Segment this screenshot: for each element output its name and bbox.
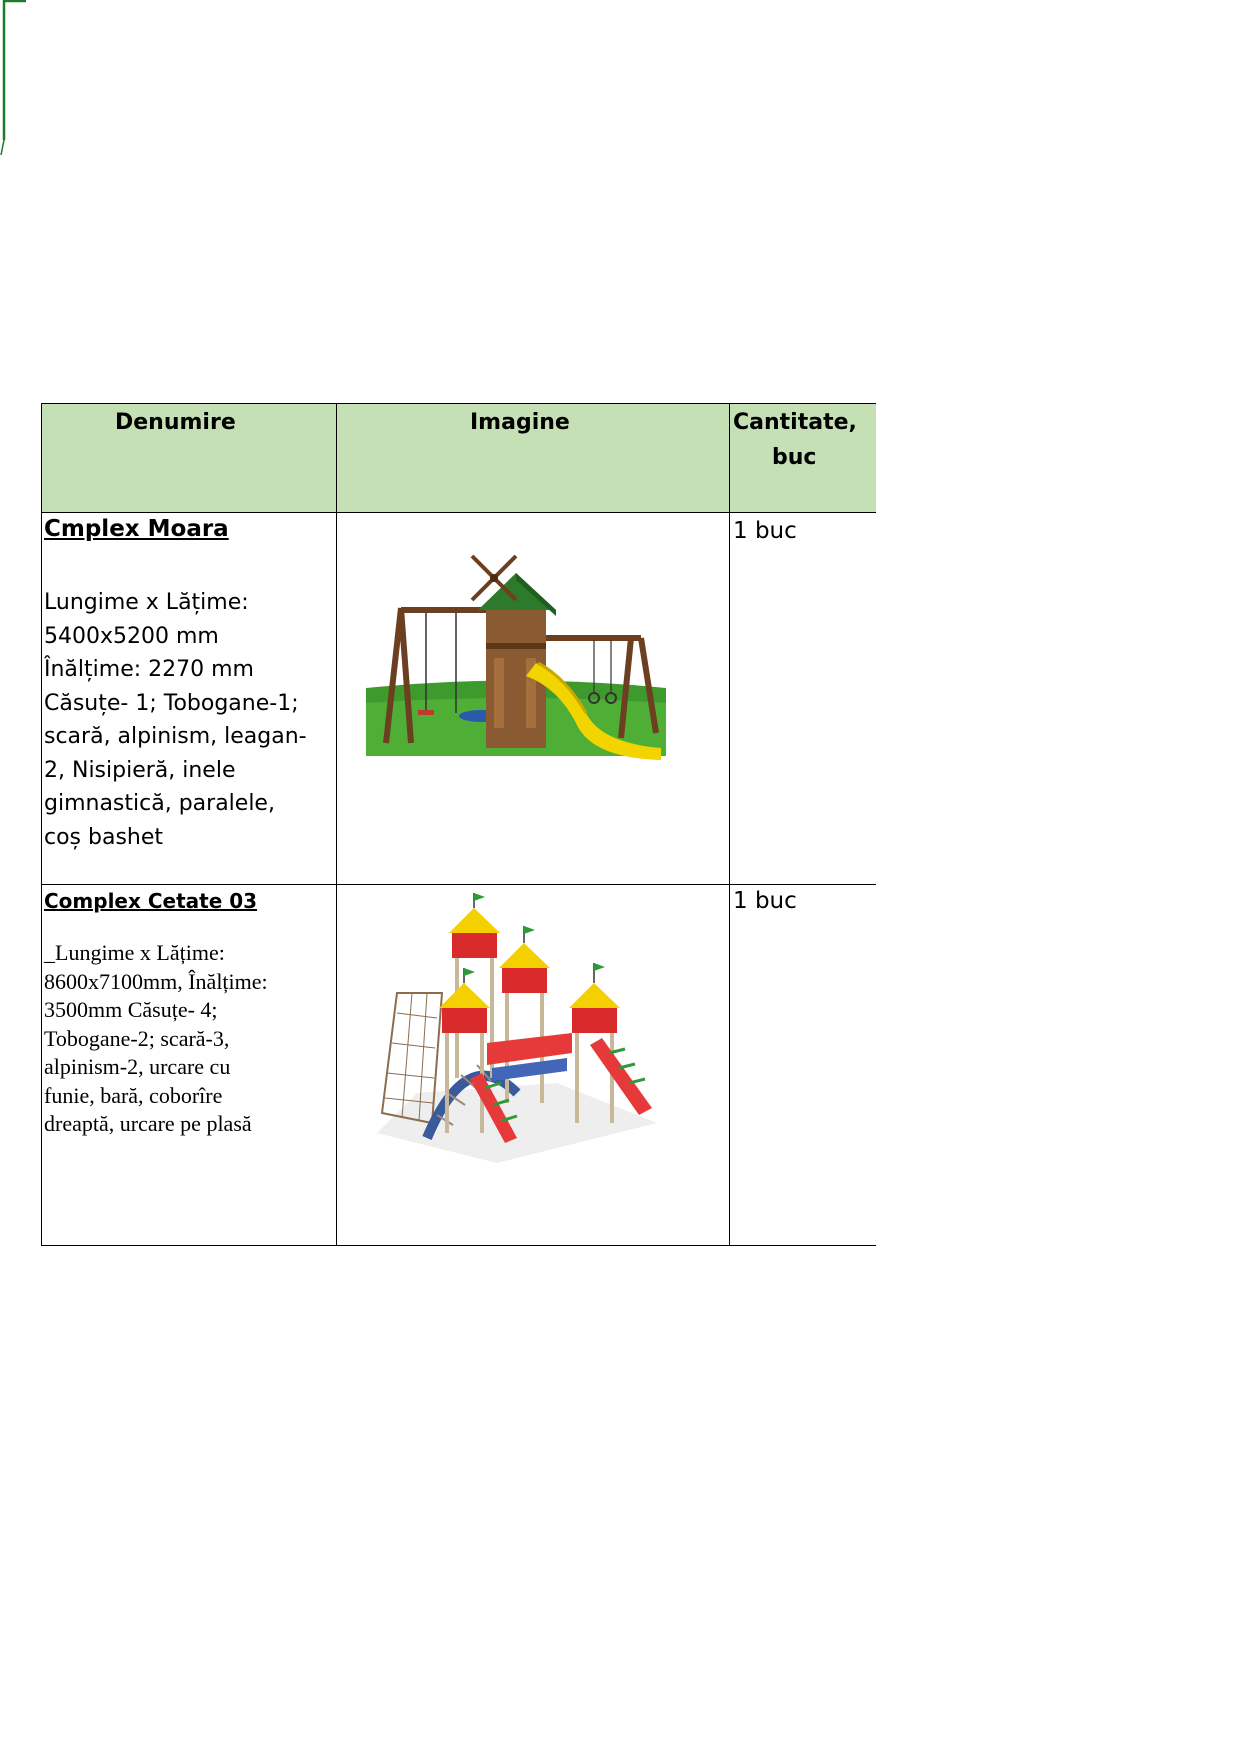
grid-line (41, 512, 876, 513)
grid-line (336, 403, 337, 1246)
castle-playground-icon (357, 893, 682, 1168)
row-title: Cmplex Moara (44, 516, 229, 542)
header-quantity-line1: Cantitate, (733, 410, 857, 435)
windmill-playground-icon (366, 538, 666, 763)
grid-line (41, 884, 876, 885)
grid-line (41, 403, 876, 404)
grid-line (41, 403, 42, 1246)
row-description: Lungime x Lățime: 5400x5200 mm Înălțime: 2270 mm Căsuțe- 1; Tobogane-1; scară, alpinism, leagan- 2, Nisipieră, inele gimnastică, paralele, coș bashet (44, 590, 307, 850)
header-name: Denumire (115, 410, 236, 435)
grid-line (41, 1245, 876, 1246)
equipment-table (41, 403, 876, 1245)
row-quantity: 1 buc (733, 888, 797, 914)
corner-crop-mark (0, 0, 26, 160)
row-quantity: 1 buc (733, 518, 797, 544)
row-description: _Lungime x Lățime: 8600x7100mm, Înălțime: 3500mm Căsuțe- 4; Tobogane-2; scară-3, alpinism-2, urcare cu funie, bară, coborîre dreaptă, urcare pe plasă (44, 940, 268, 1136)
header-image: Imagine (470, 410, 570, 435)
header-quantity-line2: buc (772, 445, 817, 470)
grid-line (729, 403, 730, 1246)
row-title: Complex Cetate 03 (44, 889, 258, 913)
